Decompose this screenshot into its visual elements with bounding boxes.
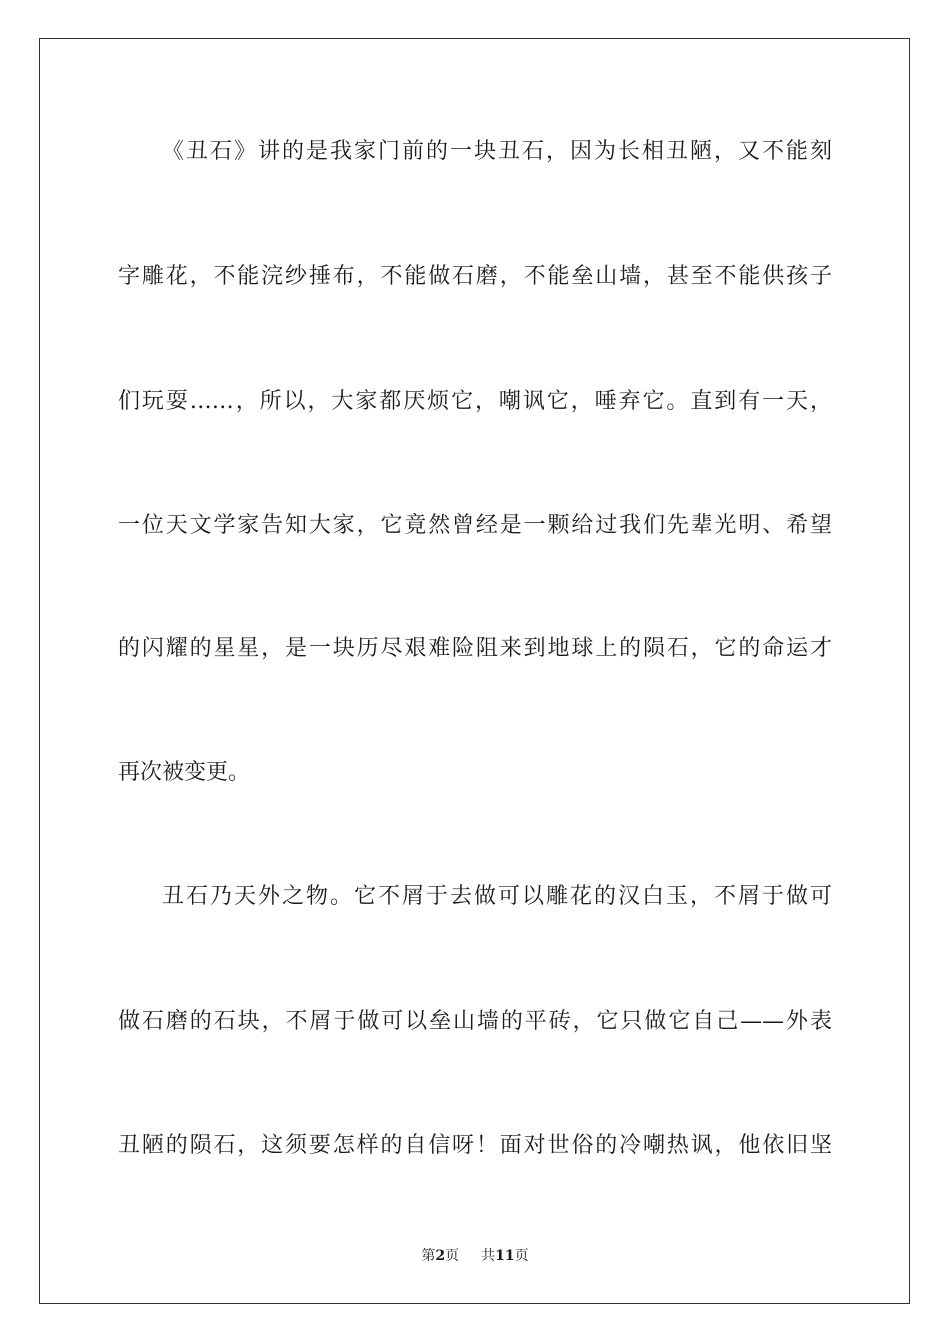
footer-page-suffix: 页 — [445, 1248, 460, 1264]
footer-page-prefix: 第 — [421, 1248, 436, 1264]
paragraph-1-line-5: 的闪耀的星星，是一块历尽艰难险阻来到地球上的陨石，它的命运才 — [118, 636, 832, 661]
paragraph-1-line-4: 一位天文学家告知大家，它竟然曾经是一颗给过我们先辈光明、希望 — [118, 513, 832, 538]
footer-total-number: 11 — [495, 1248, 515, 1264]
paragraph-1-line-3: 们玩耍……，所以，大家都厌烦它，嘲讽它，唾弃它。直到有一天， — [118, 389, 832, 414]
page-frame — [39, 38, 910, 1304]
paragraph-2-line-2: 做石磨的石块，不屑于做可以垒山墙的平砖，它只做它自己——外表 — [118, 1009, 832, 1034]
footer-total-prefix: 共 — [481, 1248, 496, 1264]
paragraph-1-line-6: 再次被变更。 — [118, 760, 251, 785]
paragraph-1-line-2: 字雕花，不能浣纱捶布，不能做石磨，不能垒山墙，甚至不能供孩子 — [118, 264, 832, 289]
paragraph-2-line-3: 丑陋的陨石，这须要怎样的自信呀！面对世俗的冷嘲热讽，他依旧坚 — [118, 1133, 832, 1158]
footer-total-suffix: 页 — [514, 1248, 529, 1264]
paragraph-1-line-1: 《丑石》讲的是我家门前的一块丑石，因为长相丑陋，又不能刻 — [162, 139, 832, 164]
paragraph-2-line-1: 丑石乃天外之物。它不屑于去做可以雕花的汉白玉，不屑于做可 — [162, 884, 832, 909]
page-footer — [0, 1247, 950, 1265]
footer-page-number: 2 — [435, 1248, 446, 1264]
